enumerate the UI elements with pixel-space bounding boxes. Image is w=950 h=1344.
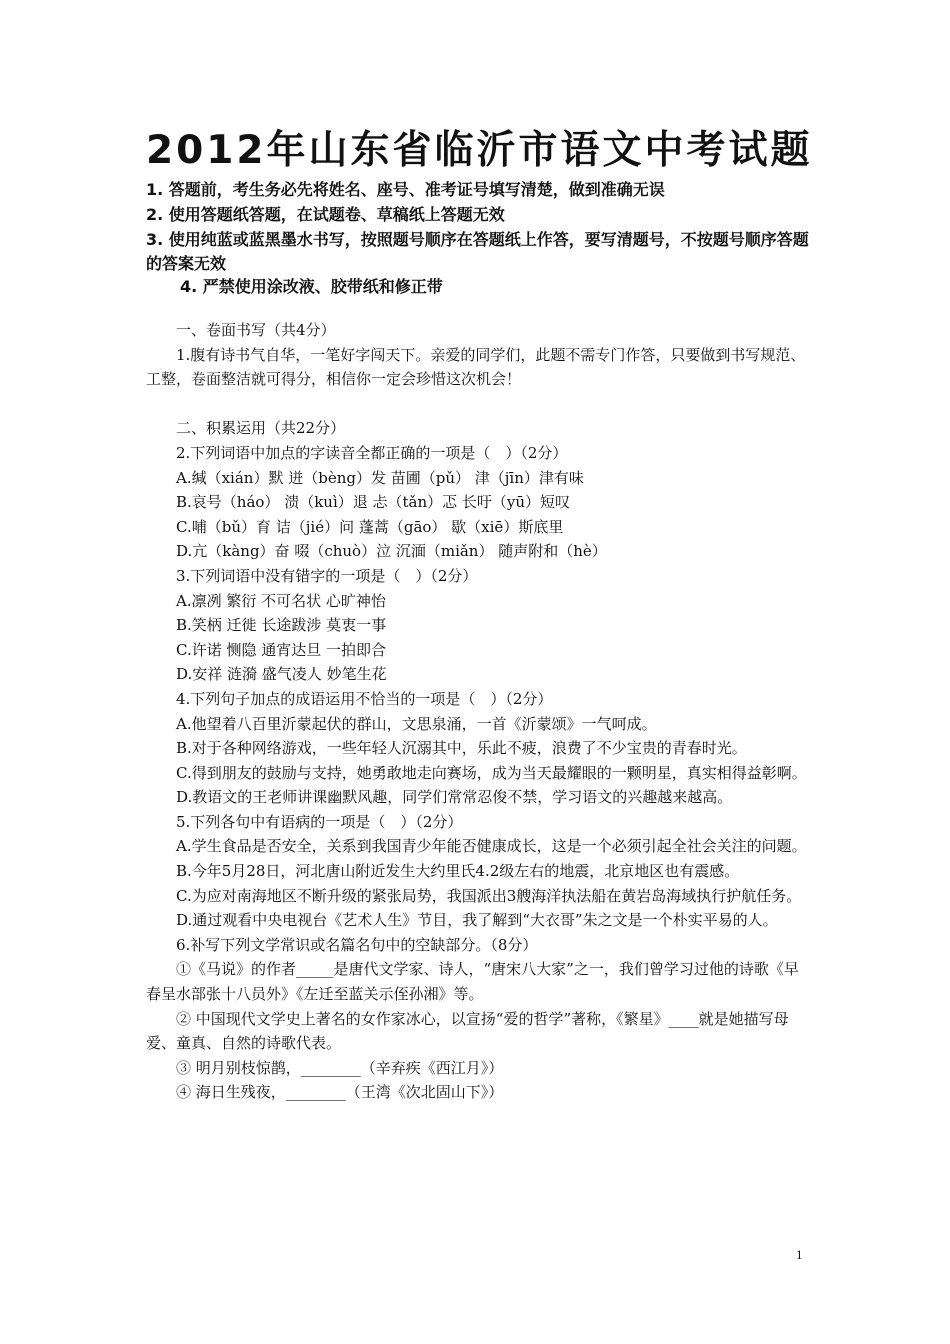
question-4-stem: 4.下列句子加点的成语运用不恰当的一项是（ ）（2分） — [176, 689, 553, 708]
question-1: 1.腹有诗书气自华，一笔好字闯天下。亲爱的同学们，此题不需专门作答，只要做到书写规范、工整，卷面整洁就可得分，相信你一定会珍惜这次机会！ — [146, 345, 806, 389]
question-6-item-2: ② 中国现代文学史上著名的女作家冰心，以宣扬“爱的哲学”著称，《繁星》____就是她描写母爱、童真、自然的诗歌代表。 — [146, 1009, 789, 1053]
question-2-stem: 2.下列词语中加点的字读音全都正确的一项是（ ）（2分） — [176, 443, 568, 462]
question-5-stem: 5.下列各句中有语病的一项是（ ）（2分） — [176, 812, 463, 831]
section-1-heading: 一、卷面书写（共4分） — [176, 321, 336, 339]
question-4-option-a: A.他望着八百里沂蒙起伏的群山，文思泉涌，一首《沂蒙颂》一气呵成。 — [176, 714, 657, 733]
question-4-option-b: B.对于各种网络游戏，一些年轻人沉溺其中，乐此不疲，浪费了不少宝贵的青春时光。 — [176, 739, 747, 758]
page-number: 1 — [796, 1247, 803, 1262]
instruction-4: 4. 严禁使用涂改液、胶带纸和修正带 — [180, 277, 443, 296]
instruction-2: 2. 使用答题纸答题，在试题卷、草稿纸上答题无效 — [146, 205, 505, 224]
question-5-option-c: C.为应对南海地区不断升级的紧张局势，我国派出3艘海洋执法船在黄岩岛海域执行护航任务。 — [176, 886, 802, 905]
question-3-option-b: B.笑柄 迁徙 长途跋涉 莫衷一事 — [176, 616, 387, 635]
question-3-stem: 3.下列词语中没有错字的一项是（ ）（2分） — [176, 566, 478, 585]
exam-title: 2012年山东省临沂市语文中考试题 — [146, 128, 813, 173]
question-2-option-d: D.亢（kàng）奋 啜（chuò）泣 沉湎（miǎn） 随声附和（hè） — [176, 542, 607, 561]
question-5-option-d: D.通过观看中央电视台《艺术人生》节目，我了解到“大衣哥”朱之文是一个朴实平易的人。 — [176, 911, 778, 930]
question-3-option-d: D.安祥 涟漪 盛气凌人 妙笔生花 — [176, 665, 387, 684]
instruction-1: 1. 答题前，考生务必先将姓名、座号、准考证号填写清楚，做到准确无误 — [146, 180, 665, 199]
question-2-option-a: A.缄（xián）默 迸（bèng）发 苗圃（pǔ） 津（jīn）津有味 — [176, 468, 584, 487]
question-6-item-3: ③ 明月别枝惊鹊，________（辛弃疾《西江月》） — [176, 1058, 504, 1077]
question-2-option-c: C.哺（bǔ）育 诘（jié）问 蓬蒿（gāo） 歇（xiē）斯底里 — [176, 517, 564, 536]
question-6-stem: 6.补写下列文学常识或名篇名句中的空缺部分。（8分） — [176, 935, 538, 954]
question-5-option-a: A.学生食品是否安全，关系到我国青少年能否健康成长，这是一个必须引起全社会关注的问题。 — [176, 837, 807, 856]
instruction-3: 3. 使用纯蓝或蓝黑墨水书写，按照题号顺序在答题纸上作答，要写清题号，不按题号顺序答题的答案无效 — [146, 230, 809, 273]
question-5-option-b: B.今年5月28日，河北唐山附近发生大约里氏4.2级左右的地震，北京地区也有震感。 — [176, 862, 740, 881]
exam-body — [146, 318, 811, 1105]
question-3-option-a: A.凛冽 繁衍 不可名状 心旷神怡 — [176, 591, 386, 610]
question-4-option-c: C.得到朋友的鼓励与支持，她勇敢地走向赛场，成为当天最耀眼的一颗明星，真实相得益彰啊。 — [176, 763, 807, 782]
question-4-option-d: D.教语文的王老师讲课幽默风趣，同学们常常忍俊不禁，学习语文的兴趣越来越高。 — [176, 788, 733, 807]
section-2-heading: 二、积累运用（共22分） — [176, 419, 346, 438]
question-3-option-c: C.许诺 恻隐 通宵达旦 一拍即合 — [176, 640, 387, 659]
question-6-item-1: ①《马说》的作者_____是唐代文学家、诗人，“唐宋八大家”之一，我们曾学习过他的诗歌《早春呈水部张十八员外》《左迁至蓝关示侄孙湘》等。 — [146, 960, 799, 1004]
question-2-option-b: B.哀号（háo） 溃（kuì）退 忐（tǎn）忑 长吁（yū）短叹 — [176, 493, 571, 512]
question-6-item-4: ④ 海日生残夜，________（王湾《次北固山下》） — [176, 1083, 504, 1102]
